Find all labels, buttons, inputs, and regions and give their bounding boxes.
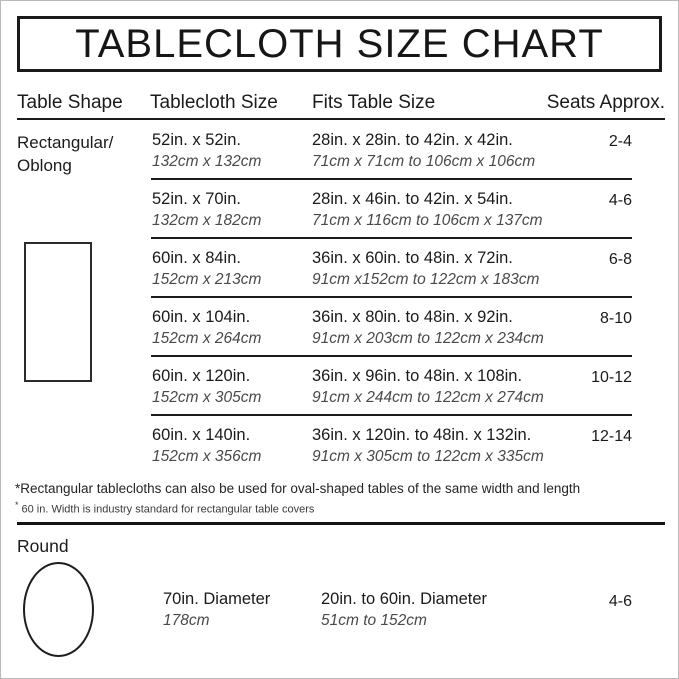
tablecloth-size-inches: 70in. Diameter [163,590,271,608]
tablecloth-size-cm: 132cm x 182cm [152,212,262,229]
tablecloth-size-inches: 52in. x 52in. [152,131,241,149]
fits-table-size-inches: 36in. x 96in. to 48in. x 108in. [312,367,523,385]
tablecloth-size-cm: 152cm x 305cm [152,389,262,406]
title-box [17,16,662,72]
footnote-oval-note: *Rectangular tablecloths can also be used for oval-shaped tables of the same width and length [15,481,581,496]
table-row [1,180,678,239]
fits-table-size-inches: 28in. x 28in. to 42in. x 42in. [312,131,513,149]
fits-table-size-inches: 28in. x 46in. to 42in. x 54in. [312,190,513,208]
footnote-text: 60 in. Width is industry standard for rectangular table covers [21,503,315,516]
column-header-fits-table-size: Fits Table Size [312,92,436,113]
page-title: TABLECLOTH SIZE CHART [75,21,604,66]
seats-value: 4-6 [608,593,632,610]
fits-table-size-inches: 36in. x 60in. to 48in. x 72in. [312,249,513,267]
section-divider [17,522,665,525]
shape-label-round: Round [17,536,69,556]
seats-value: 2-4 [608,133,632,150]
seats-value: 10-12 [591,369,632,386]
fits-table-size-inches: 36in. x 120in. to 48in. x 132in. [312,426,532,444]
tablecloth-size-cm: 152cm x 356cm [152,448,262,465]
tablecloth-size-inches: 60in. x 120in. [152,367,251,385]
seats-value: 8-10 [599,310,632,327]
fits-table-size-cm: 71cm x 71cm to 106cm x 106cm [312,153,536,170]
table-row [1,298,678,357]
table-row [1,121,678,180]
fits-table-size-cm: 91cm x152cm to 122cm x 183cm [312,271,540,288]
header-divider [17,118,665,120]
tablecloth-size-cm: 178cm [163,612,210,629]
fits-table-size-cm: 91cm x 305cm to 122cm x 335cm [312,448,544,465]
column-header-table-shape: Table Shape [17,92,123,113]
seats-value: 12-14 [591,428,632,445]
tablecloth-size-inches: 52in. x 70in. [152,190,241,208]
table-row [1,416,678,475]
tablecloth-size-inches: 60in. x 84in. [152,249,241,267]
tablecloth-size-cm: 152cm x 213cm [152,271,262,288]
shape-label-line2: Oblong [17,156,72,175]
rectangular-rows [1,121,678,475]
seats-value: 4-6 [608,192,632,209]
fits-table-size-inches: 20in. to 60in. Diameter [321,590,488,608]
seats-value: 6-8 [608,251,632,268]
fits-table-size-cm: 91cm x 203cm to 122cm x 234cm [312,330,544,347]
tablecloth-size-inches: 60in. x 104in. [152,308,251,326]
table-row [1,239,678,298]
fits-table-size-inches: 36in. x 80in. to 48in. x 92in. [312,308,513,326]
shape-label-line1: Rectangular/ [17,133,114,152]
tablecloth-size-cm: 132cm x 132cm [152,153,262,170]
footnote-marker: * [15,500,19,510]
tablecloth-size-inches: 60in. x 140in. [152,426,251,444]
fits-table-size-cm: 71cm x 116cm to 106cm x 137cm [312,212,543,229]
fits-table-size-cm: 51cm to 152cm [321,612,427,629]
footnote-width-standard [15,500,314,516]
table-row [1,357,678,416]
column-header-tablecloth-size: Tablecloth Size [150,92,278,113]
table-row-round [1,580,678,640]
column-header-seats-approx: Seats Approx. [546,92,665,113]
tablecloth-size-cm: 152cm x 264cm [152,330,262,347]
fits-table-size-cm: 91cm x 244cm to 122cm x 274cm [312,389,544,406]
